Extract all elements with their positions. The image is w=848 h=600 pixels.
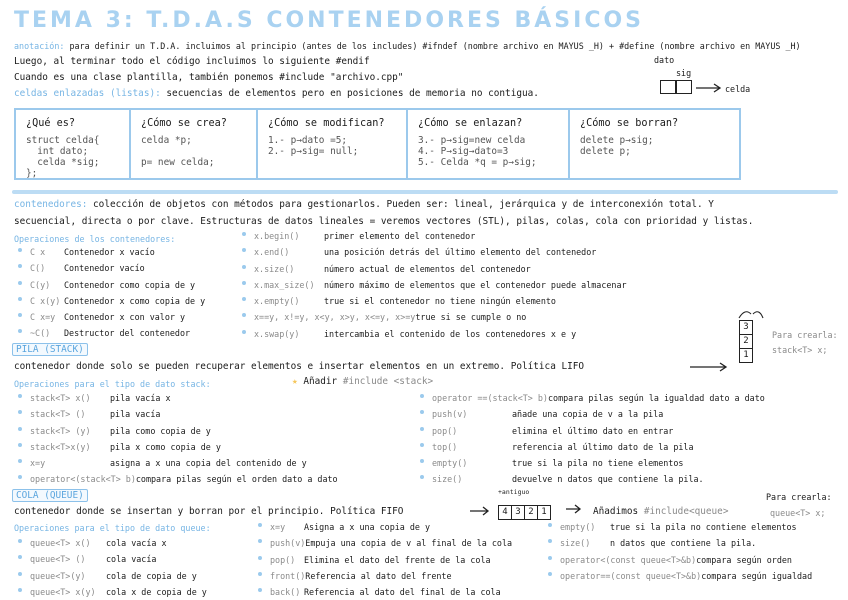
op-code: top() [432,441,458,452]
op-description: true si la pila no contiene elementos [610,522,797,532]
op-code: x==y, x!=y, x<y, x>y, x<=y, x>=y [254,312,416,323]
op-code: empty() [560,522,596,532]
op-description: una posición detrás del último elemento del contenedor [324,247,597,258]
op-item [16,551,207,567]
op-code: C x [30,247,46,257]
op-item [256,535,512,551]
contenedores-line-1 [14,199,714,210]
op-code: x.swap(y) [254,328,300,339]
box-como-se-borran [568,110,741,178]
op-description: pila vacía x [110,393,171,403]
op-description: Referencia al dato del final de la cola [304,587,501,598]
op-description: compara pilas según el orden dato a dato [135,474,338,485]
op-item [418,471,765,487]
op-description: primer elemento del contenedor [324,231,476,241]
intro-line-2: Luego, al terminar todo el código incluimos lo siguiente #endif [14,56,370,67]
box-heading: ¿Cómo se borran? [580,118,679,129]
cell: 3 [512,505,525,520]
op-item [240,228,627,244]
op-description: añade una copia de v a la pila [512,409,664,420]
op-item [256,519,512,535]
op-description: número máximo de elementos que el contenedor puede almacenar [324,279,627,290]
op-item [16,277,205,293]
op-item [16,584,207,600]
stack-curved-arrows-icon [737,308,767,320]
op-item [16,325,205,341]
op-item [546,552,812,568]
op-description: Empuja una copia de v al final de la cola [305,538,513,549]
op-code: x=y [270,522,286,532]
op-item [240,244,627,260]
op-code: operator==(const queue<T>&b) [560,570,702,581]
cola-ops-heading: Operaciones para el tipo de dato queue: [14,523,211,533]
op-item [418,439,765,455]
op-code: x.end() [254,247,290,258]
op-item [16,309,205,325]
cola-ops-b [256,519,512,600]
op-code: C() [30,263,46,274]
op-code: size() [432,474,463,485]
contenedores-ops-heading: Operaciones de los contenedores: [14,234,176,244]
op-code: x=y [30,458,46,469]
op-item [16,390,338,406]
op-item [16,260,205,276]
op-description: elimina el último dato en entrar [512,425,674,436]
box-heading: ¿Cómo se modifican? [268,118,385,129]
op-description: cola de copia de y [106,570,197,581]
intro-line-3: Cuando es una clase plantilla, también ponemos #include "archivo.cpp" [14,72,404,83]
op-code: stack<T> x() [30,393,91,403]
op-code: x.max_size() [254,279,315,290]
op-description: pila como copia de y [110,425,211,436]
op-item [418,423,765,439]
op-code: C x=y [30,312,56,323]
op-item [418,455,765,471]
contenedores-ops-left [16,244,205,342]
pila-ops-right [418,390,765,488]
op-code: back() [270,587,301,598]
cola-include: #include<queue> [643,506,729,517]
op-description: devuelve n datos que contiene la pila. [512,474,704,485]
celda-questions-box [14,108,741,180]
op-item [240,309,627,325]
op-item [16,423,338,439]
op-description: Elimina el dato del frente de la cola [304,554,491,565]
cola-description: contenedor donde se insertan y borran por el principio. Política FIFO [14,506,404,517]
pila-add-label: Añadir [303,376,338,387]
op-description: true si la pila no tiene elementos [512,458,684,469]
page-title: TEMA 3: T.D.A.S CONTENEDORES BÁSICOS [14,8,645,33]
cell: 3 [739,320,753,335]
op-code: pop() [270,554,296,565]
pila-create-code: stack<T> x; [772,345,828,355]
op-description: true si se cumple o no [415,312,527,323]
op-description: n datos que contiene la pila. [610,538,757,549]
op-description: Asigna a x una copia de y [304,522,431,532]
op-code: x.size() [254,263,295,274]
op-description: compara pilas según la igualdad dato a dato [547,393,765,403]
box-como-se-enlazan [406,110,568,178]
cell: 2 [525,505,538,520]
cell: 4 [498,505,512,520]
op-description: asigna a x una copia del contenido de y [110,458,307,469]
op-description: true si el contenedor no tiene ningún elemento [324,296,556,307]
box-body: struct celda{ int dato; celda *sig; }; [26,135,100,179]
box-como-se-modifican [256,110,406,178]
diagram-sig-label: sig [676,68,692,78]
op-code: size() [560,538,591,549]
op-code: queue<T> () [30,554,86,565]
star-icon: ★ [292,376,298,387]
pila-add-line [292,376,433,387]
op-code: C(y) [30,279,51,290]
cola-add-label: Añadimos [593,506,639,517]
op-item [16,568,207,584]
cola-add-line [593,506,728,517]
celdas-text: secuencias de elementos pero en posiciones de memoria no contigua. [166,88,539,99]
cola-ops-c [546,519,812,584]
op-item [546,535,812,551]
box-heading: ¿Cómo se enlazan? [418,118,523,129]
op-item [240,326,627,342]
op-item [16,455,338,471]
cell: 1 [538,505,551,520]
cell: 1 [739,349,753,363]
op-code: queue<T>(y) [30,570,86,581]
box-body: celda *p; p= new celda; [141,135,215,168]
pila-ops-heading: Operaciones para el tipo de dato stack: [14,379,211,389]
pila-include: #include <stack> [342,376,434,387]
box-body: delete p→sig; delete p; [580,135,654,157]
op-code: push(v) [432,409,468,420]
fifo-arrow-icon [468,506,498,516]
contenedores-line-2: secuencial, directa o por clave. Estructuras de datos lineales = veremos vectores (STL), pilas, colas, cola con prioridad y listas. [14,216,754,227]
op-description: pila vacía [110,409,161,420]
op-description: referencia al último dato de la pila [512,441,694,452]
op-code: x.begin() [254,231,300,241]
op-item [16,439,338,455]
op-item [16,471,338,487]
box-body: 3.- p→sig=new celda 4.- P→sig→dato=3 5.- Celda *q = p→sig; [418,135,537,168]
op-code: queue<T> x() [30,538,91,548]
cell: 2 [739,335,753,349]
op-code: front() [270,570,306,581]
cola-create-label: Para crearla: [766,492,832,502]
op-code: empty() [432,458,468,469]
op-description: compara según igualdad [701,570,813,581]
op-description: cola vacía [106,554,157,565]
op-code: push(v) [270,538,306,549]
box-que-es [16,110,127,178]
op-item [16,406,338,422]
op-item [418,406,765,422]
op-code: operator<(const queue<T>&b) [560,554,697,565]
cola-tag: COLA (QUEUE) [12,489,88,502]
pila-ops-left [16,390,338,488]
contenedores-label: contenedores: [14,199,88,210]
op-description: Contenedor vacío [64,263,145,274]
op-description: cola vacía x [106,538,167,548]
contenedores-ops-right [240,228,627,342]
box-body: 1.- p→dato =5; 2.- p→sig= null; [268,135,359,157]
op-code: stack<T>x(y) [30,441,91,452]
op-description: Contenedor x vacío [64,247,155,257]
op-item [240,261,627,277]
op-description: compara según orden [696,554,792,565]
pila-description: contenedor donde solo se pueden recuperar elementos e insertar elementos en un extremo. Política LIFO [14,361,585,372]
anotacion-label: anotación: [14,41,65,51]
contenedores-text-1: colección de objetos con métodos para gestionarlos. Pueden ser: lineal, jerárquica y de interconexión total. Y [93,199,714,210]
op-description: Destructor del contenedor [64,328,191,339]
op-description: cola x de copia de y [106,586,207,597]
op-item [546,568,812,584]
op-item [240,277,627,293]
anotacion-line [14,41,801,51]
op-description: número actual de elementos del contenedor [324,263,531,274]
box-heading: ¿Qué es? [26,118,76,129]
op-description: Contenedor como copia de y [64,279,196,290]
op-item [256,552,512,568]
op-item [256,584,512,600]
diagram-celda-label: celda [725,84,751,94]
op-description: Contenedor x como copia de y [64,295,206,306]
anotacion-text: para definir un T.D.A. incluimos al principio (antes de los includes) #ifndef (nombre archivo en MAYUS _H) + #define (nombre archivo en MAYUS _H) [69,41,801,51]
op-description: pila x como copia de y [110,441,221,452]
box-como-se-crea [129,110,256,178]
cola-create-code: queue<T> x; [770,508,826,518]
op-code: queue<T> x(y) [30,586,96,597]
op-item [16,244,205,260]
op-description: Referencia al dato del frente [305,570,452,581]
queue-diagram [498,499,551,520]
cola-ops-a [16,535,207,600]
op-item [16,535,207,551]
queue-out-arrow-icon [564,504,584,514]
op-code: stack<T> (y) [30,425,91,436]
op-code: ~C() [30,328,51,339]
op-code: x.empty() [254,296,300,307]
op-item [256,568,512,584]
op-item [16,293,205,309]
op-item [546,519,812,535]
pila-create-label: Para crearla: [772,330,838,340]
pila-tag: PILA (STACK) [12,343,88,356]
celdas-label: celdas enlazadas (listas): [14,88,161,99]
stack-diagram [739,320,753,363]
op-code: stack<T> () [30,409,86,420]
diagram-dato-label: dato [654,55,675,65]
op-code: pop() [432,425,458,436]
op-item [240,293,627,309]
queue-oldest-label: +antiguo [498,488,530,496]
op-description: intercambia el contenido de los contenedores x e y [324,328,577,339]
celda-diagram [660,80,692,94]
lifo-arrow-icon [688,362,738,372]
op-description: Contenedor x con valor y [64,312,186,323]
op-code: operator<(stack<T> b) [30,474,136,485]
op-code: operator ==(stack<T> b) [432,393,548,403]
box-heading: ¿Cómo se crea? [141,118,227,129]
section-divider [12,190,838,194]
op-code: C x(y) [30,295,61,306]
celdas-line [14,88,539,99]
op-item [418,390,765,406]
